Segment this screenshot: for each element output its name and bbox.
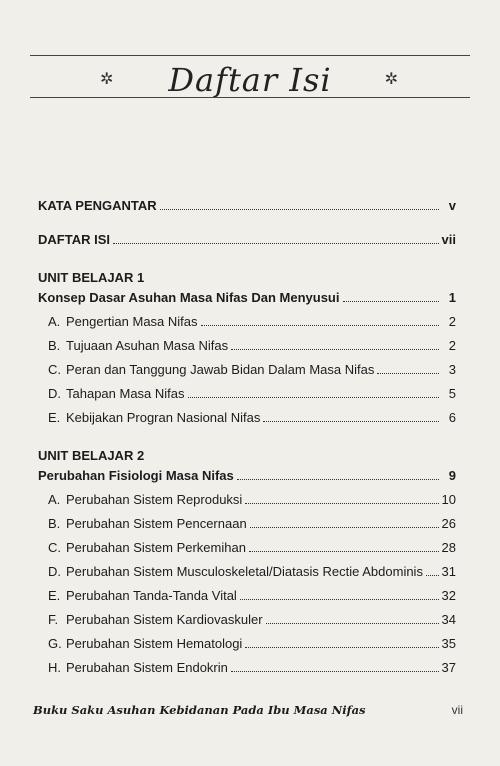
dot-leader <box>113 243 439 244</box>
unit-1-heading: UNIT BELAJAR 1 <box>38 270 145 285</box>
dot-leader <box>240 599 439 600</box>
subentry-letter: H. <box>48 660 61 675</box>
subentry-page: 35 <box>441 636 456 651</box>
title-block <box>30 55 470 115</box>
subentry-letter: C. <box>48 540 61 555</box>
toc-subentry[interactable] <box>38 612 456 636</box>
subentry-letter: G. <box>48 636 62 651</box>
subentry-label: Perubahan Sistem Hematologi <box>66 636 243 651</box>
subentry-letter: B. <box>48 338 61 353</box>
dot-leader <box>245 503 438 504</box>
toc-subentry[interactable] <box>38 564 456 588</box>
subentry-letter: E. <box>48 410 61 425</box>
subentry-letter: E. <box>48 588 61 603</box>
subentry-page: 37 <box>441 660 456 675</box>
subentry-page: 3 <box>448 362 456 377</box>
subentry-label: Tahapan Masa Nifas <box>66 386 185 401</box>
footer-page-number: vii <box>451 703 463 717</box>
ornament-right-icon: ✲ <box>384 71 398 88</box>
subentry-page: 32 <box>441 588 456 603</box>
footer-book-title: Buku Saku Asuhan Kebidanan Pada Ibu Masa Nifas <box>33 703 366 717</box>
subentry-label: Perubahan Sistem Pencernaan <box>66 516 247 531</box>
toc-subentry[interactable] <box>38 338 456 362</box>
toc-subentry[interactable] <box>38 636 456 660</box>
subentry-letter: A. <box>48 492 61 507</box>
toc-entry-page: vii <box>441 232 456 247</box>
toc-subentry[interactable] <box>38 540 456 564</box>
subentry-letter: D. <box>48 564 61 579</box>
subentry-page: 6 <box>448 410 456 425</box>
dot-leader <box>160 209 439 210</box>
subentry-page: 2 <box>448 314 456 329</box>
unit-2-heading: UNIT BELAJAR 2 <box>38 448 145 463</box>
subentry-page: 31 <box>441 564 456 579</box>
dot-leader <box>377 373 439 374</box>
toc-subentry[interactable] <box>38 588 456 612</box>
toc-subentry[interactable] <box>38 660 456 684</box>
unit-1-title-entry[interactable] <box>38 290 456 314</box>
table-of-contents <box>38 198 456 684</box>
toc-entry-label: DAFTAR ISI <box>38 232 110 247</box>
subentry-letter: D. <box>48 386 61 401</box>
dot-leader <box>231 349 439 350</box>
subentry-letter: C. <box>48 362 61 377</box>
ornament-left-icon: ✲ <box>100 71 114 88</box>
dot-leader <box>201 325 439 326</box>
toc-subentry[interactable] <box>38 362 456 386</box>
subentry-label: Perubahan Sistem Reproduksi <box>66 492 243 507</box>
dot-leader <box>249 551 439 552</box>
subentry-label: Peran dan Tanggung Jawab Bidan Dalam Masa Nifas <box>66 362 375 377</box>
toc-entry-label: KATA PENGANTAR <box>38 198 157 213</box>
page-title: Daftar Isi <box>168 61 332 99</box>
toc-subentry[interactable] <box>38 410 456 434</box>
toc-entry-page: v <box>448 198 456 213</box>
subentry-page: 28 <box>441 540 456 555</box>
title-rule-bottom <box>30 97 470 98</box>
subentry-label: Perubahan Sistem Musculoskeletal/Diatasis Rectie Abdominis <box>66 564 423 579</box>
title-rule-top <box>30 55 470 56</box>
toc-entry-page: 9 <box>448 468 456 483</box>
subentry-letter: A. <box>48 314 61 329</box>
toc-entry-page: 1 <box>448 290 456 305</box>
dot-leader <box>250 527 439 528</box>
dot-leader <box>231 671 439 672</box>
toc-entry-label: Konsep Dasar Asuhan Masa Nifas Dan Menyusui <box>38 290 340 305</box>
subentry-label: Pengertian Masa Nifas <box>66 314 198 329</box>
subentry-letter: B. <box>48 516 61 531</box>
dot-leader <box>266 623 439 624</box>
subentry-label: Kebijakan Progran Nasional Nifas <box>66 410 261 425</box>
subentry-page: 34 <box>441 612 456 627</box>
subentry-page: 2 <box>448 338 456 353</box>
dot-leader <box>263 421 439 422</box>
dot-leader <box>343 301 440 302</box>
subentry-page: 5 <box>448 386 456 401</box>
subentry-page: 10 <box>441 492 456 507</box>
toc-entry-label: Perubahan Fisiologi Masa Nifas <box>38 468 234 483</box>
subentry-label: Perubahan Sistem Endokrin <box>66 660 228 675</box>
subentry-letter: F. <box>48 612 59 627</box>
toc-subentry[interactable] <box>38 314 456 338</box>
subentry-label: Perubahan Sistem Perkemihan <box>66 540 246 555</box>
toc-subentry[interactable] <box>38 492 456 516</box>
subentry-label: Perubahan Sistem Kardiovaskuler <box>66 612 263 627</box>
dot-leader <box>245 647 438 648</box>
toc-entry-kata-pengantar[interactable] <box>38 198 456 222</box>
unit-2-title-entry[interactable] <box>38 468 456 492</box>
dot-leader <box>237 479 439 480</box>
subentry-label: Perubahan Tanda-Tanda Vital <box>66 588 237 603</box>
page-footer <box>33 703 463 717</box>
toc-entry-daftar-isi[interactable] <box>38 232 456 256</box>
subentry-page: 26 <box>441 516 456 531</box>
toc-subentry[interactable] <box>38 386 456 410</box>
toc-subentry[interactable] <box>38 516 456 540</box>
subentry-label: Tujuaan Asuhan Masa Nifas <box>66 338 229 353</box>
dot-leader <box>188 397 439 398</box>
dot-leader <box>426 575 439 576</box>
